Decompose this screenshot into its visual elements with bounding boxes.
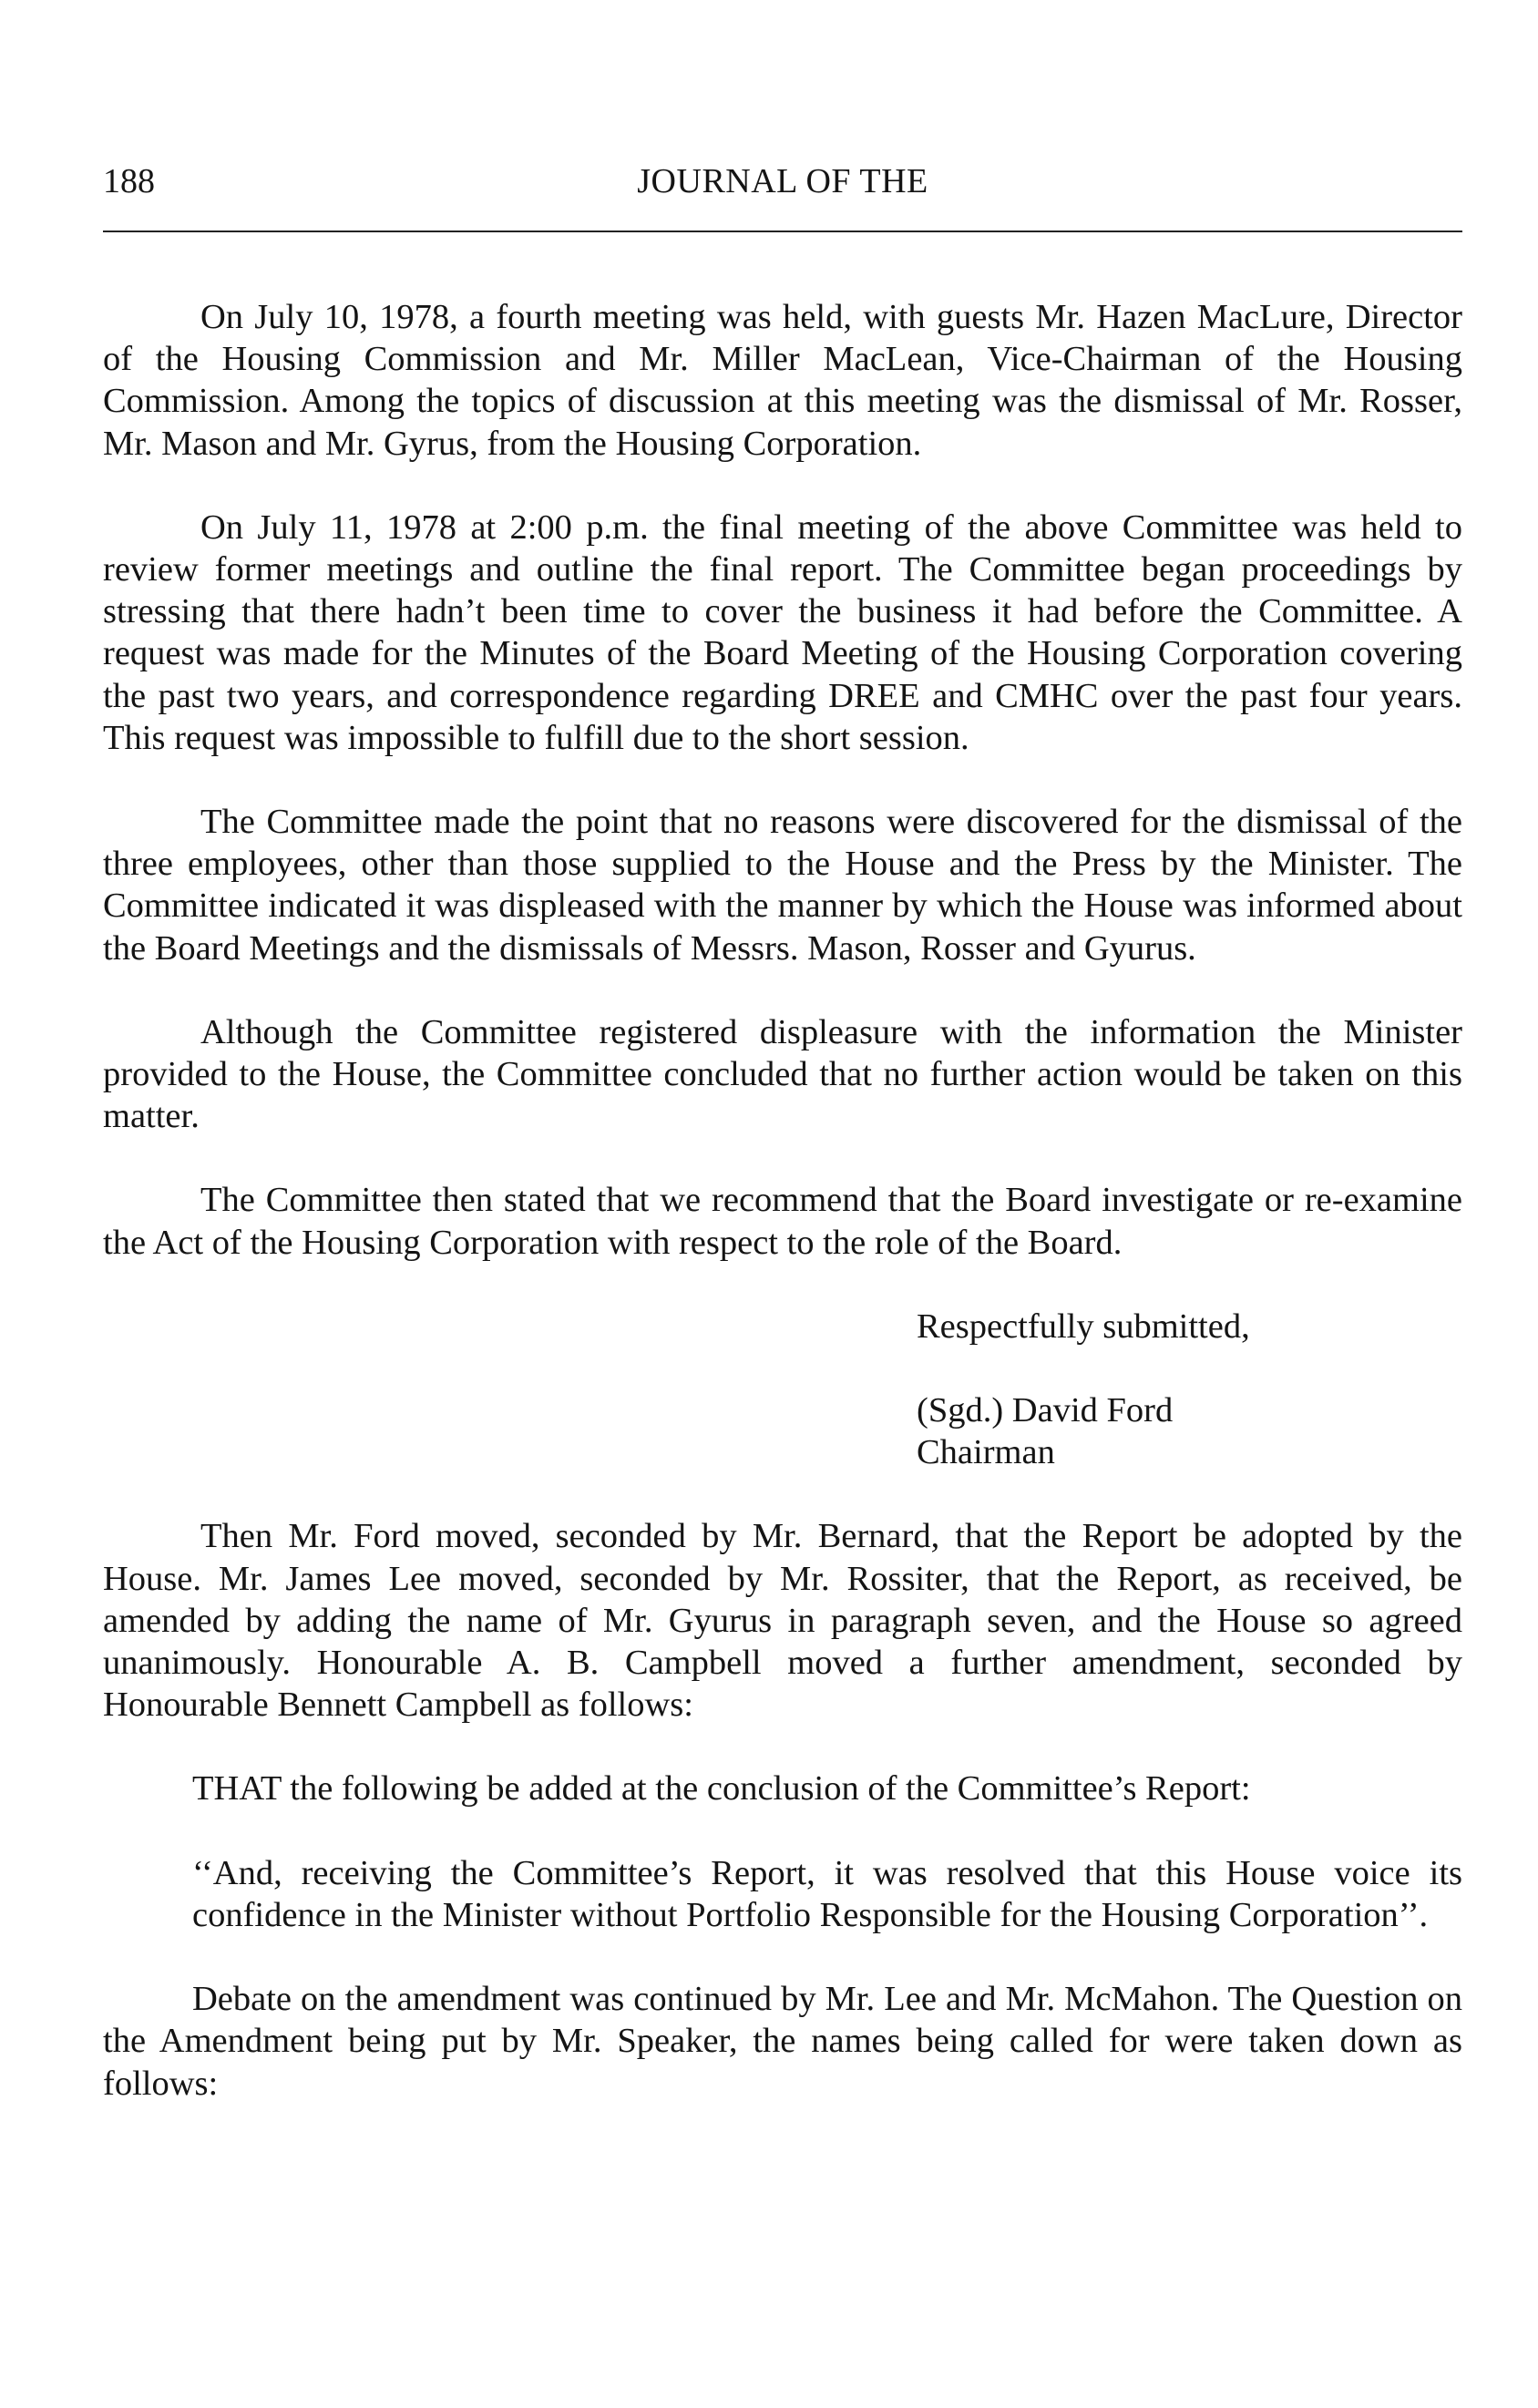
amendment-quote: ‘‘And, receiving the Committee’s Report, it was resolved that this House voice its confidence in the Minister without Portfolio Responsible for the Housing Corporation’’. (192, 1853, 1462, 1934)
running-header (103, 160, 1462, 206)
paragraph-motion: Then Mr. Ford moved, seconded by Mr. Bernard, that the Report be adopted by the House. Mr. James Lee moved, seconded by Mr. Rossiter, that the Report, as received, be amended by adding the name of Mr. Gyurus in paragraph seven, and the House so agreed unanimously. Honourable A. B. Campbell moved a further amendment, seconded by Honourable Bennett Campbell as follows: (103, 1517, 1462, 1725)
header-rule (103, 231, 1462, 232)
journal-title: JOURNAL OF THE (637, 162, 928, 200)
paragraph-debate: Debate on the amendment was continued by Mr. Lee and Mr. McMahon. The Question on the Amendment being put by Mr. Speaker, the names being called for were taken down as follows: (103, 1980, 1462, 2103)
paragraph-final-meeting: On July 11, 1978 at 2:00 p.m. the final meeting of the above Committee was held to review former meetings and outline the final report. The Committee began proceedings by stressing that there hadn’t been time to cover the business it had before the Committee. A request was made for the Minutes of the Board Meeting of the Housing Corporation covering the past two years, and correspondence regarding DREE and CMHC over the past four years. This request was impossible to fulfill due to the short session. (103, 507, 1462, 757)
signoff-closing: Respectfully submitted, (917, 1306, 1250, 1346)
paragraph-displeasure: Although the Committee registered displeasure with the information the Minister provided to the House, the Committee concluded that no further action would be taken on this matter. (103, 1012, 1462, 1136)
signoff-signature: (Sgd.) David Ford (917, 1391, 1174, 1430)
report-body (103, 296, 1462, 2147)
signoff-role: Chairman (917, 1433, 1055, 1472)
paragraph-recommendation: The Committee then stated that we recommend that the Board investigate or re-examine the Act of the Housing Corporation with respect to the role of the Board. (103, 1181, 1462, 1262)
paragraph-fourth-meeting: On July 10, 1978, a fourth meeting was held, with guests Mr. Hazen MacLure, Director of the Housing Commission and Mr. Miller MacLean, Vice-Chairman of the Housing Commission. Among the topics of discussion at this meeting was the dismissal of Mr. Rosser, Mr. Mason and Mr. Gyrus, from the Housing Corporation. (103, 298, 1462, 463)
page-number: 188 (103, 162, 155, 200)
paragraph-dismissal-point: The Committee made the point that no reasons were discovered for the dismissal of the three employees, other than those supplied to the House and the Press by the Minister. The Committee indicated it was displeased with the manner by which the House was informed about the Board Meetings and the dismissals of Messrs. Mason, Rosser and Gyurus. (103, 803, 1462, 968)
document-page (103, 0, 1462, 2408)
signoff-block (103, 1306, 1462, 1474)
amendment-intro: THAT the following be added at the conclusion of the Committee’s Report: (192, 1769, 1251, 1809)
signoff-spacer (917, 1347, 1462, 1389)
